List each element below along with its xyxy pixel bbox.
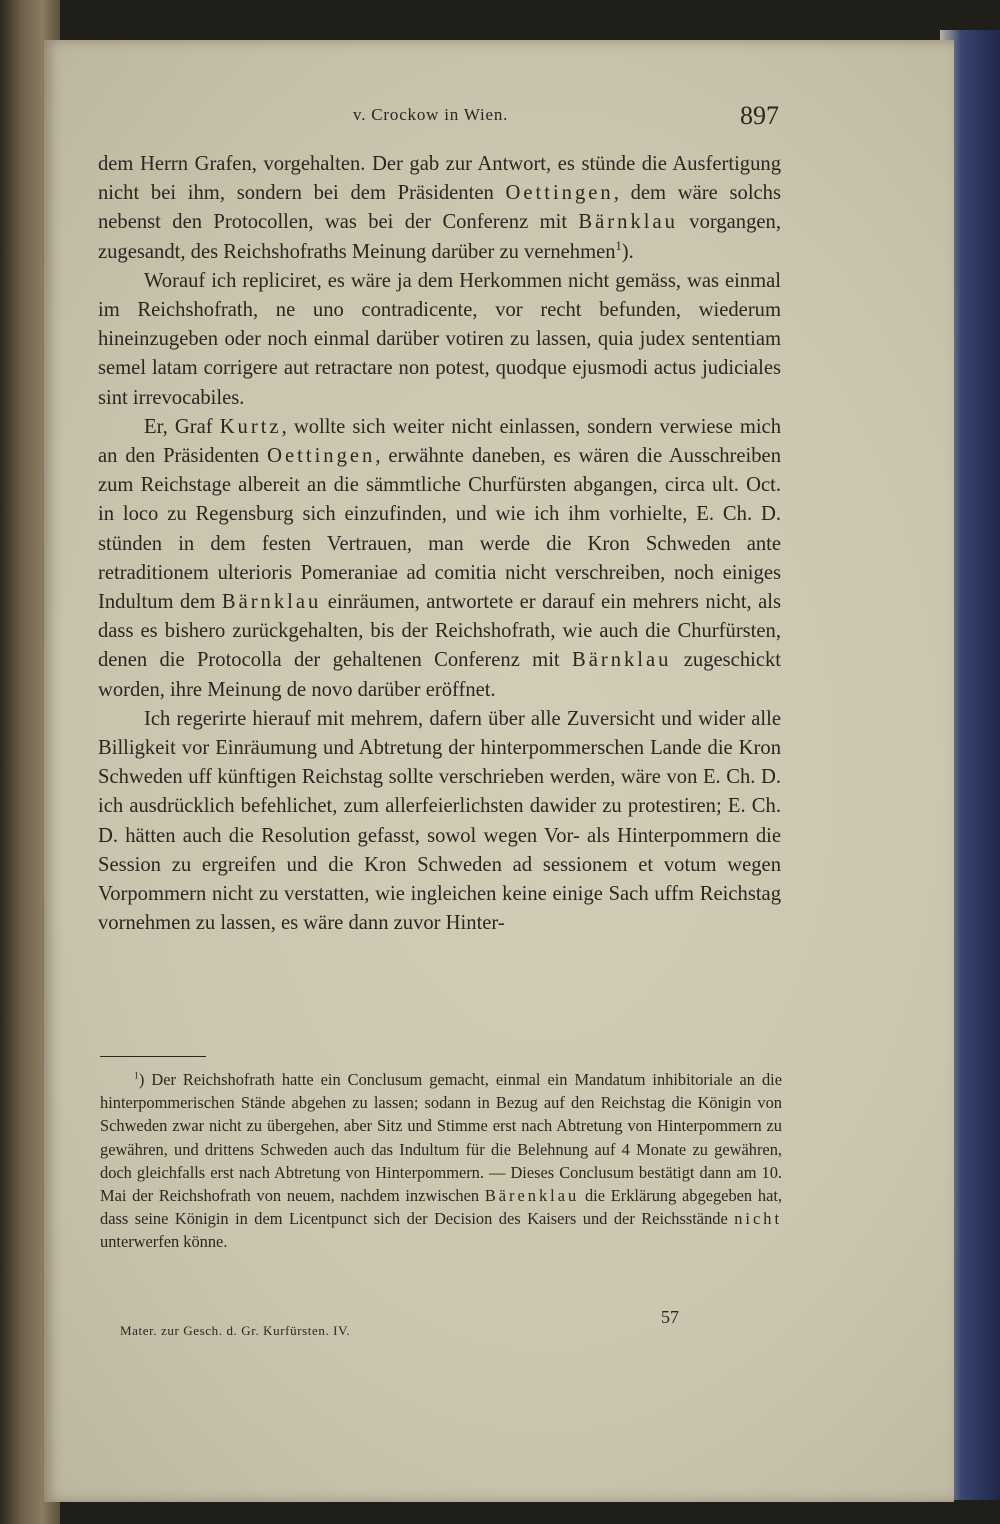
footnote-divider (100, 1056, 206, 1057)
footnote-reference: 1 (615, 238, 622, 253)
footnote: $^1$) Der Reichshofrath hatte ein Conclusum gemacht, einmal ein Mandatum inhibitoriale an die hinterpommerischen Stände abgehen zu lassen; sodann in Bezug auf den Reichstag die Königin von Schweden zwar nicht zu übergehen, aber Sitz und Stimme erst nach Abtretung von Hinterpommern zu gewähren, und drittens Schweden auch das Indultum für die Belehnung auf 4 Monate zu gewähren, doch gleichfalls erst nach Abtretung von Hinterpommern. — Dieses Conclusum bestätigt dann am 10. Mai der Reichshofrath von neuem, nachdem inzwischen Bärenklau die Erklärung abgegeben hat, dass seine Königin in dem Licentpunct sich der Decision des Kaisers und der Reichsstände nicht unterwerfen könne. (100, 1070, 782, 1252)
paragraph-4: Ich regerirte hierauf mit mehrem, dafern über alle Zuversicht und wider alle Billigkeit vor Einräumung und Abtretung der hinterpommerschen Lande die Kron Schweden uff künftigen Reichstag sollte verschrieben werden, wäre von E. Ch. D. ich ausdrücklich befehlichet, zum allerfeierlichsten dawider zu protestiren; E. Ch. D. hätten auch die Resolution gefasst, sowol wegen Vor- als Hinterpommern die Session zu ergreifen und die Kron Schweden ad sessionem et votum wegen Vorpommern nicht zu verstatten, wie ingleichen keine einige Sach uffm Reichstag vornehmen zu lassen, es wäre dann zuvor Hinter- (98, 707, 781, 935)
paragraph-3: Er, Graf Kurtz, wollte sich weiter nicht einlassen, sondern verwiese mich an den Präsidenten Oettingen, erwähnte daneben, es wären die Ausschreiben zum Reichstage albereit an die sämmtliche Churfürsten abgangen, circa ult. Oct. in loco zu Regensburg sich einzufinden, und wie ich ihm vorhielte, E. Ch. D. stünden in dem festen Vertrauen, man werde die Kron Schweden ante retraditionem ulterioris Pomeraniae ad comitia nicht verschreiben, noch einiges Indultum dem Bärnklau einräumen, antwortete er darauf ein mehrers nicht, als dass es bishero zurückgehalten, bis der Reichshofrath, wie auch die Churfürsten, denen die Protocolla der gehaltenen Conferenz mit Bärnklau zugeschickt worden, ihre Meinung de novo darüber eröffnet. (98, 415, 781, 701)
name-spaced: Kurtz (219, 415, 282, 438)
name-spaced: Bärnklau (221, 591, 322, 614)
name-spaced: Oettingen (505, 182, 614, 205)
name-spaced: Bärenklau (484, 1186, 580, 1206)
running-head: v. Crockow in Wien. (353, 105, 509, 124)
printer-signature: Mater. zur Gesch. d. Gr. Kurfürsten. IV. (120, 1323, 351, 1338)
paragraph-1: dem Herrn Grafen, vorgehalten. Der gab zur Antwort, es stünde die Ausfertigung nicht bei ihm, sondern bei dem Präsidenten Oettingen, dem wäre solchs nebenst den Protocollen, was bei der Conferenz mit Bärnklau vorgangen, zugesandt, des Reichshofraths Meinung darüber zu vernehmen$^1$). (98, 153, 781, 263)
footnote-marker: 1 (134, 1070, 139, 1082)
name-spaced: Oettingen (267, 445, 376, 468)
word-spaced: nicht (734, 1209, 782, 1229)
sheet-number: 57 (661, 1307, 679, 1327)
page-number: 897 (740, 101, 779, 130)
name-spaced: Bärnklau (578, 211, 678, 234)
name-spaced: Bärnklau (571, 649, 672, 672)
main-text (98, 150, 781, 938)
paragraph-2: Worauf ich repliciret, es wäre ja dem Herkommen nicht gemäss, was einmal im Reichshofrath, ne uno contradicente, vor recht befunden, wiederum hineinzugeben oder noch einmal darüber votiren zu lassen, quia judex sententiam semel latam corrigere aut retractare non potest, quodque ejusmodi actus judiciales sint irrevocabiles. (98, 269, 781, 409)
